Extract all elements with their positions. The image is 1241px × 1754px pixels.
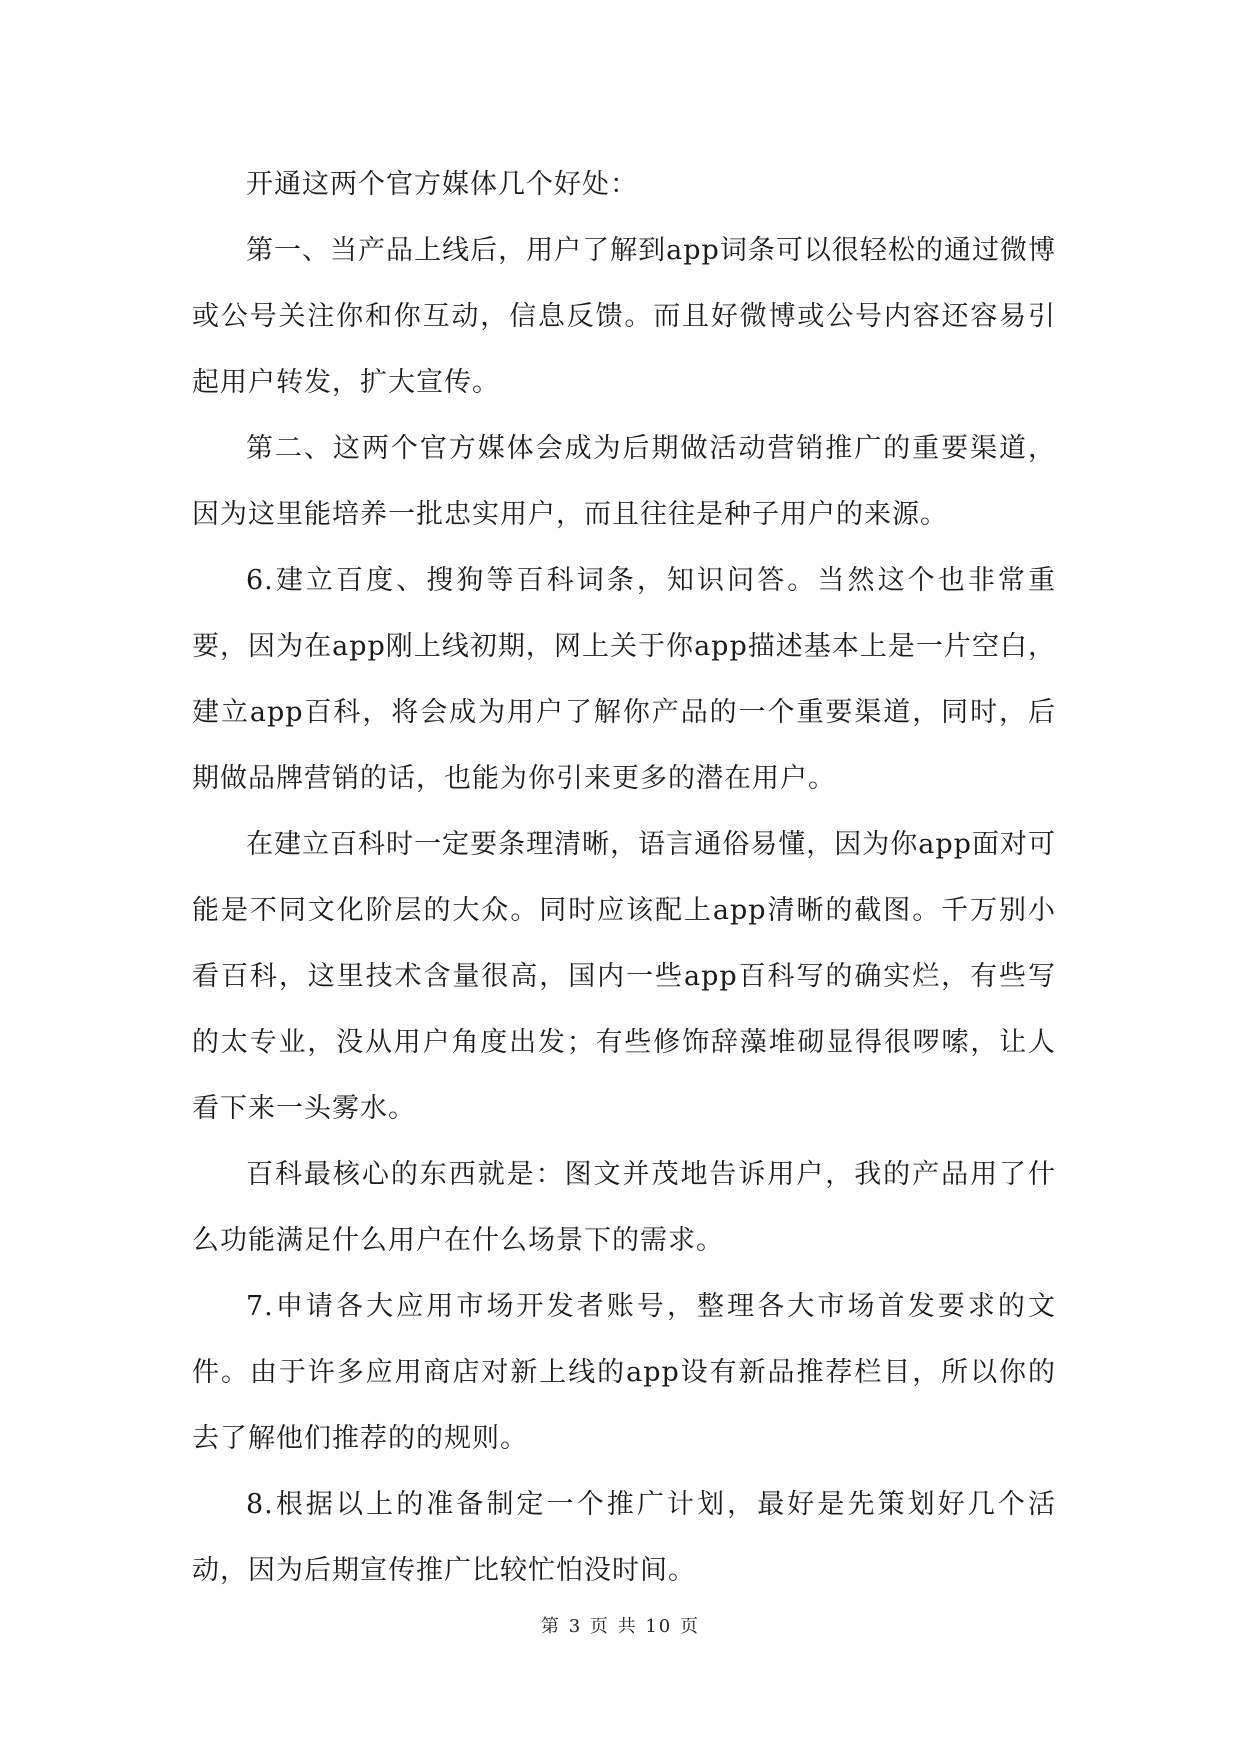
paragraph: 百科最核心的东西就是：图文并茂地告诉用户，我的产品用了什么功能满足什么用户在什么场景下的需求。 xyxy=(192,1159,1056,1256)
body-text xyxy=(192,152,1056,1604)
paragraph: 开通这两个官方媒体几个好处： xyxy=(246,169,638,200)
paragraph: 8.根据以上的准备制定一个推广计划，最好是先策划好几个活动，因为后期宣传推广比较忙怕没时间。 xyxy=(192,1489,1056,1586)
paragraph: 第一、当产品上线后，用户了解到app词条可以很轻松的通过微博或公号关注你和你互动，信息反馈。而且好微博或公号内容还容易引起用户转发，扩大宣传。 xyxy=(192,235,1056,398)
page-number-footer: 第 3 页 共 10 页 xyxy=(541,1616,700,1637)
paragraph: 在建立百科时一定要条理清晰，语言通俗易懂，因为你app面对可能是不同文化阶层的大众。同时应该配上app清晰的截图。千万别小看百科，这里技术含量很高，国内一些app百科写的确实烂，有些写的太专业，没从用户角度出发；有些修饰辞藻堆砌显得很啰嗦，让人看下来一头雾水。 xyxy=(192,829,1056,1124)
paragraph: 6.建立百度、搜狗等百科词条，知识问答。当然这个也非常重要，因为在app刚上线初期，网上关于你app描述基本上是一片空白，建立app百科，将会成为用户了解你产品的一个重要渠道，同时，后期做品牌营销的话，也能为你引来更多的潜在用户。 xyxy=(192,565,1056,794)
paragraph: 7.申请各大应用市场开发者账号，整理各大市场首发要求的文件。由于许多应用商店对新上线的app设有新品推荐栏目，所以你的去了解他们推荐的的规则。 xyxy=(192,1291,1056,1454)
paragraph: 第二、这两个官方媒体会成为后期做活动营销推广的重要渠道，因为这里能培养一批忠实用户，而且往往是种子用户的来源。 xyxy=(192,433,1056,530)
